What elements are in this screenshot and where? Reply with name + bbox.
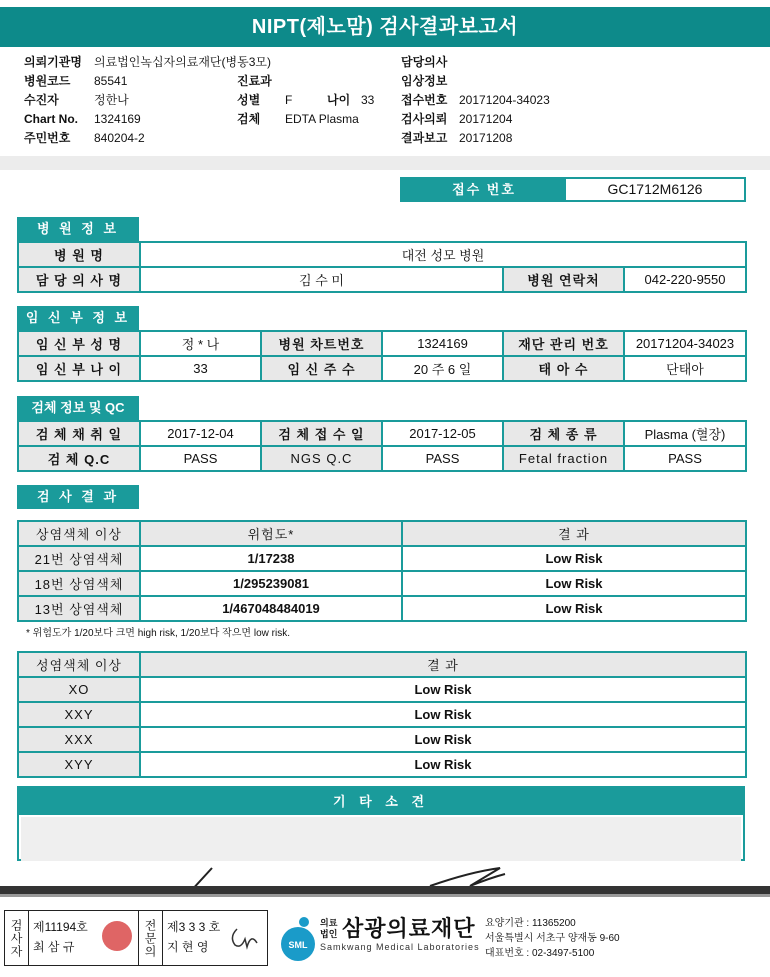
header-col-1 bbox=[24, 53, 271, 148]
pregnant-table bbox=[17, 330, 747, 382]
section-tag-hospital: 병 원 정 보 bbox=[17, 217, 139, 241]
org-info bbox=[485, 916, 620, 961]
contact-value: 042-220-9550 bbox=[624, 267, 746, 292]
chromosome-name: XYY bbox=[18, 752, 140, 777]
table-row bbox=[18, 242, 746, 267]
section-tag-specimen: 검체 정보 및 QC bbox=[17, 396, 139, 420]
header-row: 병원코드 85541 bbox=[24, 74, 128, 88]
result-value: Low Risk bbox=[402, 596, 746, 621]
tester-cell bbox=[29, 911, 139, 965]
header-row: 의뢰기관명 의료법인녹십자의료재단(병동3모) bbox=[24, 55, 271, 69]
org-prefix: 의료 법인 bbox=[320, 918, 338, 939]
table-row bbox=[18, 727, 746, 752]
accession-box bbox=[400, 177, 746, 202]
table-header-row bbox=[18, 521, 746, 546]
doctor-value: 김 수 미 bbox=[140, 267, 503, 292]
table-row bbox=[18, 702, 746, 727]
org-info-line: 대표번호 : 02-3497-5100 bbox=[485, 948, 595, 959]
table-row bbox=[18, 446, 746, 471]
table-row bbox=[18, 267, 746, 292]
hospital-name-value: 대전 성모 병원 bbox=[140, 242, 746, 267]
result-value: Low Risk bbox=[140, 677, 746, 702]
ngs-qc-label: NGS Q.C bbox=[261, 446, 382, 471]
report-title: NIPT(제노맘) 검사결과보고서 bbox=[0, 7, 770, 47]
pregnant-name-value: 정 * 나 bbox=[140, 331, 261, 356]
header-col-2 bbox=[237, 72, 374, 129]
fetal-fraction-label: Fetal fraction bbox=[503, 446, 624, 471]
autosomal-table bbox=[17, 520, 747, 622]
result-value: Low Risk bbox=[402, 571, 746, 596]
signature-icon bbox=[227, 923, 261, 951]
specimen-type-label: 검 체 종 류 bbox=[503, 421, 624, 446]
header-row: Chart No. 1324169 bbox=[24, 112, 141, 126]
section-tag-pregnant: 임 신 부 정 보 bbox=[17, 306, 139, 330]
risk-footnote: * 위험도가 1/20보다 크면 high risk, 1/20보다 작으면 low risk. bbox=[26, 628, 290, 639]
table-row bbox=[18, 677, 746, 702]
org-info-line: 서울특별시 서초구 양재동 9-60 bbox=[485, 933, 620, 944]
chart-no-label: 병원 차트번호 bbox=[261, 331, 382, 356]
result-header: 결 과 bbox=[402, 521, 746, 546]
mgmt-no-value: 20171204-34023 bbox=[624, 331, 746, 356]
chromosome-name: 13번 상염색체 bbox=[18, 596, 140, 621]
doctor-cell bbox=[163, 911, 267, 965]
contact-label: 병원 연락처 bbox=[503, 267, 624, 292]
table-row bbox=[18, 421, 746, 446]
chromosome-name: XXX bbox=[18, 727, 140, 752]
specimen-qc-label: 검 체 Q.C bbox=[18, 446, 140, 471]
tester-name: 최 삼 규 bbox=[33, 940, 75, 954]
header-row: 진료과 bbox=[237, 74, 272, 88]
signature-stroke-2 bbox=[430, 868, 505, 886]
specimen-table bbox=[17, 420, 747, 472]
table-row bbox=[18, 331, 746, 356]
footer-rule-thin bbox=[0, 894, 770, 897]
risk-value: 1/295239081 bbox=[140, 571, 402, 596]
org-name: 삼광의료재단 bbox=[342, 916, 476, 941]
header-row: 수진자 정한나 bbox=[24, 93, 129, 107]
chromosome-name: XXY bbox=[18, 702, 140, 727]
signer-box bbox=[4, 910, 268, 966]
header-row: 검사의뢰 20171204 bbox=[401, 112, 513, 126]
header-row: 성별 F 나이 33 bbox=[237, 93, 375, 107]
accession-value: GC1712M6126 bbox=[607, 181, 703, 197]
header-row: 주민번호 840204-2 bbox=[24, 131, 145, 145]
other-findings-box bbox=[17, 786, 745, 861]
ngs-qc-value: PASS bbox=[382, 446, 503, 471]
fetal-fraction-value: PASS bbox=[624, 446, 746, 471]
mgmt-no-label: 재단 관리 번호 bbox=[503, 331, 624, 356]
other-findings-header: 기 타 소 견 bbox=[19, 788, 743, 815]
sex-result-header: 결 과 bbox=[140, 652, 746, 677]
weeks-label: 임 신 주 수 bbox=[261, 356, 382, 381]
weeks-value: 20 주 6 일 bbox=[382, 356, 503, 381]
table-row bbox=[18, 596, 746, 621]
chromosome-name: 21번 상염색체 bbox=[18, 546, 140, 571]
receive-date-value: 2017-12-05 bbox=[382, 421, 503, 446]
result-value: Low Risk bbox=[140, 727, 746, 752]
doctor-sign-label: 전문의 bbox=[139, 911, 163, 965]
table-row bbox=[18, 571, 746, 596]
table-row bbox=[18, 356, 746, 381]
fetus-count-label: 태 아 수 bbox=[503, 356, 624, 381]
doctor-label: 담 당 의 사 명 bbox=[18, 267, 140, 292]
risk-value: 1/467048484019 bbox=[140, 596, 402, 621]
pregnant-age-value: 33 bbox=[140, 356, 261, 381]
seal-icon bbox=[102, 921, 132, 951]
header-row: 결과보고 20171208 bbox=[401, 131, 513, 145]
specimen-qc-value: PASS bbox=[140, 446, 261, 471]
specimen-type-value: Plasma (혈장) bbox=[624, 421, 746, 446]
tester-label: 검사자 bbox=[5, 911, 29, 965]
header-row: 임상정보 bbox=[401, 74, 448, 88]
sex-chromosome-table bbox=[17, 651, 747, 778]
chromosome-name: XO bbox=[18, 677, 140, 702]
table-row bbox=[18, 752, 746, 777]
section-tag-results: 검 사 결 과 bbox=[17, 485, 139, 509]
header-col-3 bbox=[401, 53, 550, 148]
tester-license: 제11194호 bbox=[33, 920, 88, 934]
pregnant-name-label: 임 신 부 성 명 bbox=[18, 331, 140, 356]
org-info-line: 요양기관 : 11365200 bbox=[485, 918, 576, 929]
doctor-name: 지 현 영 bbox=[167, 940, 209, 954]
pregnant-age-label: 임 신 부 나 이 bbox=[18, 356, 140, 381]
collect-date-label: 검 체 채 취 일 bbox=[18, 421, 140, 446]
table-row bbox=[18, 546, 746, 571]
collect-date-value: 2017-12-04 bbox=[140, 421, 261, 446]
result-value: Low Risk bbox=[140, 752, 746, 777]
divider-band bbox=[0, 156, 770, 170]
accession-label: 접수 번호 bbox=[402, 179, 566, 200]
result-value: Low Risk bbox=[402, 546, 746, 571]
sex-chrom-header: 성염색체 이상 bbox=[18, 652, 140, 677]
header-row: 검체 EDTA Plasma bbox=[237, 112, 359, 126]
footer-rule bbox=[0, 886, 770, 894]
autosomal-header: 상염색체 이상 bbox=[18, 521, 140, 546]
doctor-license: 제3 3 3 호 bbox=[167, 920, 221, 934]
result-value: Low Risk bbox=[140, 702, 746, 727]
table-header-row bbox=[18, 652, 746, 677]
sml-logo-text: SML bbox=[288, 940, 308, 950]
header-row: 접수번호 20171204-34023 bbox=[401, 93, 550, 107]
chromosome-name: 18번 상염색체 bbox=[18, 571, 140, 596]
risk-value: 1/17238 bbox=[140, 546, 402, 571]
sml-logo-icon bbox=[278, 916, 318, 962]
receive-date-label: 검 체 접 수 일 bbox=[261, 421, 382, 446]
risk-header: 위험도* bbox=[140, 521, 402, 546]
other-findings-body bbox=[21, 817, 741, 861]
org-english-name: Samkwang Medical Laboratories bbox=[320, 942, 480, 952]
chart-no-value: 1324169 bbox=[382, 331, 503, 356]
header-row: 담당의사 bbox=[401, 55, 448, 69]
hospital-table bbox=[17, 241, 747, 293]
hospital-name-label: 병 원 명 bbox=[18, 242, 140, 267]
fetus-count-value: 단태아 bbox=[624, 356, 746, 381]
